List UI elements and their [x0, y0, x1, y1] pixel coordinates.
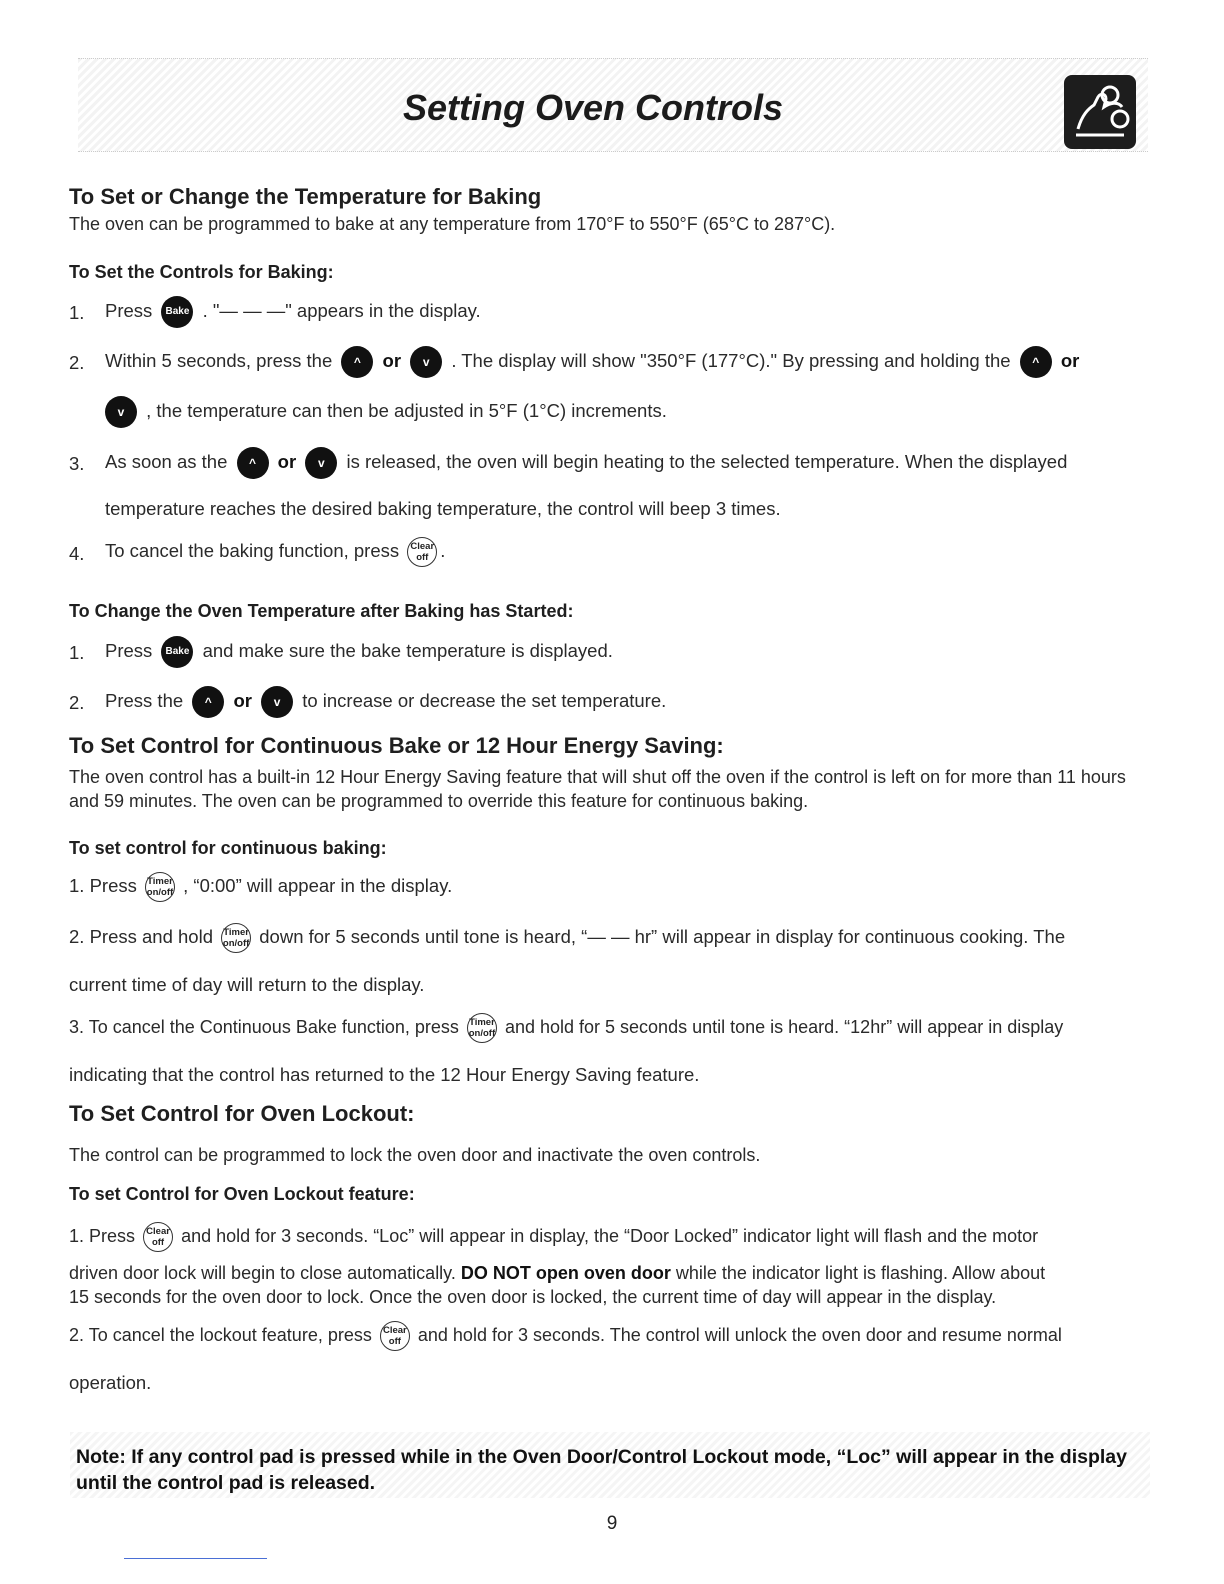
step-text: , the temperature can then be adjusted in 5°F (1°C) increments.: [146, 399, 667, 421]
step-text: . The display will show "350°F (177°C)." By pressing and holding the: [451, 349, 1011, 371]
clear-off-button-icon: Clear off: [380, 1321, 410, 1351]
change-step-2: [105, 686, 666, 718]
step-text: To cancel the baking function, press: [105, 539, 400, 561]
step-text: 2. To cancel the lockout feature, press: [69, 1324, 372, 1345]
timer-button-icon: Timer on/off: [467, 1013, 497, 1043]
footer-rule: [124, 1558, 267, 1559]
section-heading-baking: To Set or Change the Temperature for Baking: [69, 184, 542, 209]
bake-button-icon: Bake: [161, 636, 193, 668]
step-text: driven door lock will begin to close automatically.: [69, 1263, 456, 1283]
step-number: 2.: [69, 352, 85, 373]
note-box: [70, 1432, 1150, 1498]
step-text: and hold for 3 seconds. The control will unlock the oven door and resume normal: [417, 1324, 1062, 1345]
bake-button-icon: Bake: [161, 296, 193, 328]
step-text: Press: [105, 299, 153, 321]
baking-intro: The oven can be programmed to bake at any temperature from 170°F to 550°F (65°C to 287°C).: [69, 214, 836, 234]
continuous-step-3-cont: indicating that the control has returned to the 12 Hour Energy Saving feature.: [69, 1064, 700, 1085]
step-text: and hold for 3 seconds. “Loc” will appear in display, the “Door Locked” indicator light will flash and the motor: [181, 1225, 1039, 1246]
cooking-hands-icon: [1064, 75, 1136, 149]
step-text: while the indicator light is flashing. Allow about: [675, 1263, 1046, 1283]
step-text: 2. Press and hold: [69, 925, 213, 947]
baking-step-2: [105, 346, 1079, 378]
lockout-step-2-cont: operation.: [69, 1372, 152, 1393]
down-arrow-button-icon: v: [305, 447, 337, 479]
step-number: 3.: [69, 453, 85, 474]
step-text: is released, the oven will begin heating to the selected temperature. When the displayed: [346, 450, 1068, 472]
down-arrow-button-icon: v: [410, 346, 442, 378]
or-text: or: [1060, 349, 1080, 371]
baking-step-1: [105, 296, 481, 328]
up-arrow-button-icon: ^: [192, 686, 224, 718]
step-text: and hold for 5 seconds until tone is heard. “12hr” will appear in display: [504, 1016, 1064, 1037]
or-text: or: [233, 689, 252, 711]
clear-off-button-icon: Clear off: [143, 1222, 173, 1252]
timer-button-icon: Timer on/off: [221, 923, 251, 953]
subheading-lockout-feature: To set Control for Oven Lockout feature:: [69, 1184, 415, 1204]
step-text: and make sure the bake temperature is displayed.: [202, 639, 613, 661]
up-arrow-button-icon: ^: [341, 346, 373, 378]
step-text: . "— — —" appears in the display.: [202, 299, 481, 321]
down-arrow-button-icon: v: [105, 396, 137, 428]
step-text: 1. Press: [69, 874, 137, 896]
page-number: 9: [606, 1513, 618, 1534]
step-text: As soon as the: [105, 450, 228, 472]
clear-off-button-icon: Clear off: [407, 537, 437, 567]
continuous-step-2-cont: current time of day will return to the display.: [69, 974, 425, 995]
lockout-step-1-cont: [69, 1263, 1045, 1284]
up-arrow-button-icon: ^: [237, 447, 269, 479]
lockout-step-1-cont2: 15 seconds for the oven door to lock. Once the oven door is locked, the current time of day will appear in the display.: [69, 1287, 997, 1307]
baking-step-4: [105, 537, 445, 567]
continuous-step-2: [69, 923, 1065, 953]
lockout-intro: The control can be programmed to lock the oven door and inactivate the oven controls.: [69, 1145, 761, 1165]
note-line: until the control pad is released.: [76, 1472, 376, 1494]
step-text: Within 5 seconds, press the: [105, 349, 333, 371]
down-arrow-button-icon: v: [261, 686, 293, 718]
step-number: 4.: [69, 543, 85, 564]
continuous-intro: The oven control has a built-in 12 Hour Energy Saving feature that will shut off the oven if the control is left on for more than 11 hours and 59 minutes. The oven can be programmed to override this feature for continuous baking.: [69, 767, 1126, 811]
step-text: Press the: [105, 689, 184, 711]
step-text: down for 5 seconds until tone is heard, “— — hr” will appear in display for continuous cooking. The: [259, 925, 1066, 947]
baking-step-2-cont: [105, 396, 667, 428]
baking-step-3-cont: temperature reaches the desired baking temperature, the control will beep 3 times.: [105, 498, 781, 519]
subheading-set-controls-baking: To Set the Controls for Baking:: [69, 262, 334, 282]
section-heading-continuous: To Set Control for Continuous Bake or 12 Hour Energy Saving:: [69, 733, 724, 758]
step-text: , “0:00” will appear in the display.: [183, 874, 453, 896]
page-header: [78, 58, 1148, 152]
subheading-change-temp: To Change the Oven Temperature after Baking has Started:: [69, 601, 574, 621]
step-number: 2.: [69, 692, 85, 713]
warning-text: DO NOT open oven door: [460, 1263, 671, 1283]
step-text: to increase or decrease the set temperature.: [302, 689, 667, 711]
change-step-1: [105, 636, 613, 668]
page-title: Setting Oven Controls: [402, 87, 784, 128]
or-text: or: [382, 349, 402, 371]
step-number: 1.: [69, 642, 85, 663]
note-line: Note: If any control pad is pressed while in the Oven Door/Control Lockout mode, “Loc” will appear in the display: [76, 1446, 1127, 1468]
continuous-step-3: [69, 1013, 1063, 1043]
subheading-continuous-baking: To set control for continuous baking:: [69, 838, 387, 858]
timer-button-icon: Timer on/off: [145, 872, 175, 902]
step-text: 3. To cancel the Continuous Bake function, press: [69, 1016, 459, 1037]
note-text: [76, 1444, 1127, 1496]
section-heading-lockout: To Set Control for Oven Lockout:: [69, 1101, 415, 1126]
lockout-step-1: [69, 1222, 1038, 1252]
lockout-step-2: [69, 1321, 1062, 1351]
up-arrow-button-icon: ^: [1020, 346, 1052, 378]
step-text: 1. Press: [69, 1225, 136, 1246]
step-text: .: [440, 539, 446, 561]
or-text: or: [277, 450, 297, 472]
step-number: 1.: [69, 302, 85, 323]
step-text: Press: [105, 639, 153, 661]
continuous-step-1: [69, 872, 452, 902]
baking-step-3: [105, 447, 1067, 479]
